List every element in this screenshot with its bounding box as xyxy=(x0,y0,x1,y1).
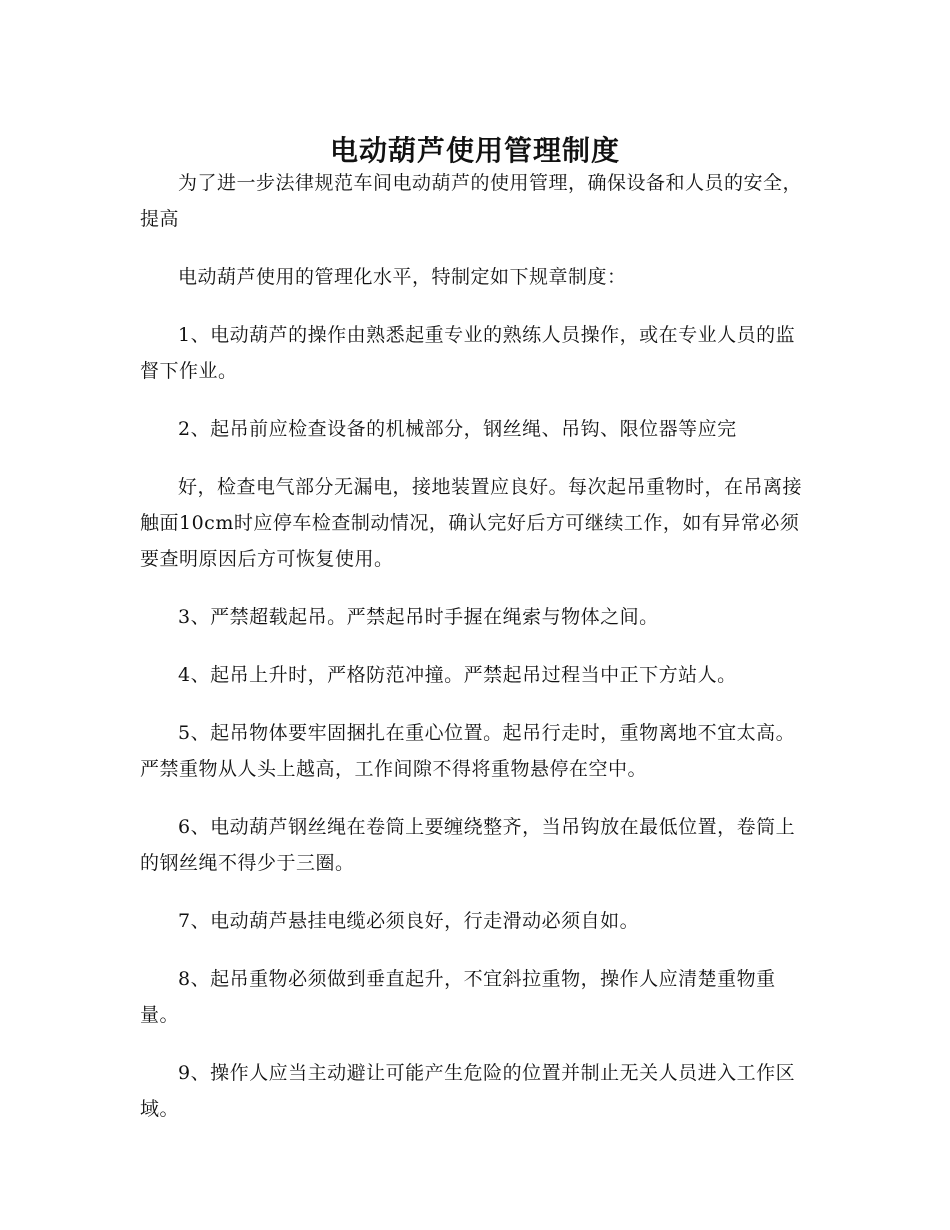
paragraph-intro-2: 电动葫芦使用的管理化水平，特制定如下规章制度： xyxy=(178,266,627,288)
document-title: 电动葫芦使用管理制度 xyxy=(329,133,620,167)
rule-item-3: 3、严禁超载起吊。严禁起吊时手握在绳索与物体之间。 xyxy=(178,606,659,628)
rule-item-9: 9、操作人应当主动避让可能产生危险的位置并制止无关人员进入工作区域。 xyxy=(140,1062,796,1120)
rule-item-2-part-1: 2、起吊前应检查设备的机械部分，钢丝绳、吊钩、限位器等应完 xyxy=(178,418,737,440)
document-body xyxy=(140,165,808,1149)
rule-item-4: 4、起吊上升时，严格防范冲撞。严禁起吊过程当中正下方站人。 xyxy=(178,664,737,686)
rule-item-5: 5、起吊物体要牢固捆扎在重心位置。起吊行走时，重物离地不宜太高。严禁重物从人头上越高，工作间隙不得将重物悬停在空中。 xyxy=(140,722,796,780)
rule-item-1: 1、电动葫芦的操作由熟悉起重专业的熟练人员操作，或在专业人员的监督下作业。 xyxy=(140,324,796,382)
rule-item-7: 7、电动葫芦悬挂电缆必须良好，行走滑动必须自如。 xyxy=(178,910,640,932)
paragraph-intro-1: 为了进一步法律规范车间电动葫芦的使用管理，确保设备和人员的安全，提高 xyxy=(140,172,803,230)
rule-item-2-part-2: 好，检查电气部分无漏电，接地装置应良好。每次起吊重物时，在吊离接触面10cm时应停车检查制动情况，确认完好后方可继续工作，如有异常必须要查明原因后方可恢复使用。 xyxy=(140,476,803,570)
rule-item-8: 8、起吊重物必须做到垂直起升，不宜斜拉重物，操作人应清楚重物重量。 xyxy=(140,968,776,1026)
rule-item-6: 6、电动葫芦钢丝绳在卷筒上要缠绕整齐，当吊钩放在最低位置，卷筒上的钢丝绳不得少于三圈。 xyxy=(140,816,796,874)
